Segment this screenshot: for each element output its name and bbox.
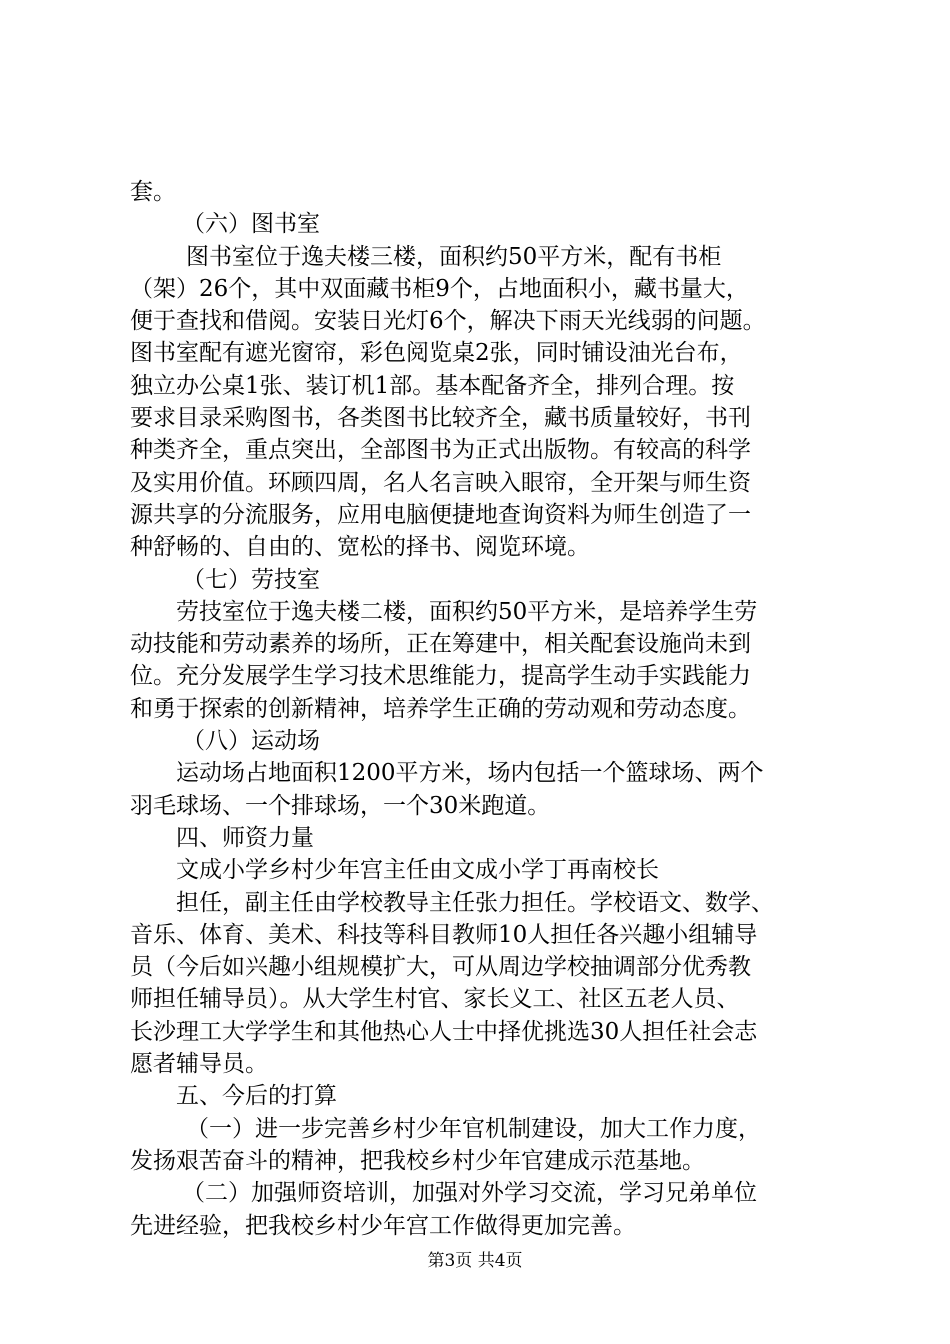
text-line: 种类齐全，重点突出，全部图书为正式出版物。有较高的科学 — [130, 437, 751, 464]
text-line: 员（今后如兴趣小组规模扩大，可从周边学校抽调部分优秀教 — [130, 954, 751, 981]
text-line: 独立办公桌1张、装订机1部。基本配备齐全，排列合理。按 — [130, 372, 735, 399]
text-line: 劳技室位于逸夫楼二楼，面积约50平方米，是培养学生劳 — [176, 598, 758, 625]
section-heading: （七）劳技室 — [182, 566, 320, 593]
text-line: 音乐、体育、美术、科技等科目教师10人担任各兴趣小组辅导 — [130, 921, 758, 948]
text-line: 羽毛球场、一个排球场，一个30米跑道。 — [130, 792, 551, 819]
text-line: 发扬艰苦奋斗的精神，把我校乡村少年官建成示范基地。 — [130, 1147, 705, 1174]
text-line: 图书室位于逸夫楼三楼，面积约50平方米，配有书柜 — [186, 243, 722, 270]
document-body — [130, 176, 850, 1242]
text-line: 动技能和劳动素养的场所，正在筹建中，相关配套设施尚未到 — [130, 631, 751, 658]
text-line: 和勇于探索的创新精神，培养学生正确的劳动观和劳动态度。 — [130, 695, 751, 722]
text-line: （一）进一步完善乡村少年官机制建设，加大工作力度， — [186, 1115, 761, 1142]
section-heading: （六）图书室 — [182, 211, 320, 238]
section-heading: 四、师资力量 — [176, 824, 314, 851]
text-line: 文成小学乡村少年宫主任由文成小学丁再南校长 — [176, 857, 659, 884]
text-line: 愿者辅导员。 — [130, 1051, 268, 1078]
text-line: 担任，副主任由学校教导主任张力担任。学校语文、数学、 — [176, 889, 774, 916]
text-line: 套。 — [130, 179, 176, 205]
text-line: 便于查找和借阅。安装日光灯6个，解决下雨天光线弱的问题。 — [130, 308, 766, 335]
text-line: 师担任辅导员）。从大学生村官、家长义工、社区五老人员、 — [130, 986, 740, 1013]
section-heading: 五、今后的打算 — [176, 1083, 337, 1110]
text-line: 源共享的分流服务，应用电脑便捷地查询资料为师生创造了一 — [130, 501, 751, 528]
text-line: 位。充分发展学生学习技术思维能力，提高学生动手实践能力 — [130, 663, 751, 690]
text-line: 及实用价值。环顾四周，名人名言映入眼帘，全开架与师生资 — [130, 469, 751, 496]
section-heading: （八）运动场 — [182, 728, 320, 755]
page-number-footer: 第3页 共4页 — [427, 1251, 523, 1271]
text-line: （二）加强师资培训，加强对外学习交流，学习兄弟单位 — [182, 1180, 757, 1207]
text-line: 长沙理工大学学生和其他热心人士中择优挑选30人担任社会志 — [130, 1018, 758, 1045]
text-line: （架）26个，其中双面藏书柜9个，占地面积小，藏书量大， — [130, 275, 749, 302]
text-line: 先进经验，把我校乡村少年宫工作做得更加完善。 — [130, 1212, 636, 1239]
text-line: 图书室配有遮光窗帘，彩色阅览桌2张，同时铺设油光台布， — [130, 340, 743, 367]
text-line: 要求目录采购图书，各类图书比较齐全，藏书质量较好，书刊 — [130, 405, 751, 432]
text-line: 运动场占地面积1200平方米，场内包括一个篮球场、两个 — [176, 760, 764, 787]
text-line: 种舒畅的、自由的、宽松的择书、阅览环境。 — [130, 534, 590, 561]
